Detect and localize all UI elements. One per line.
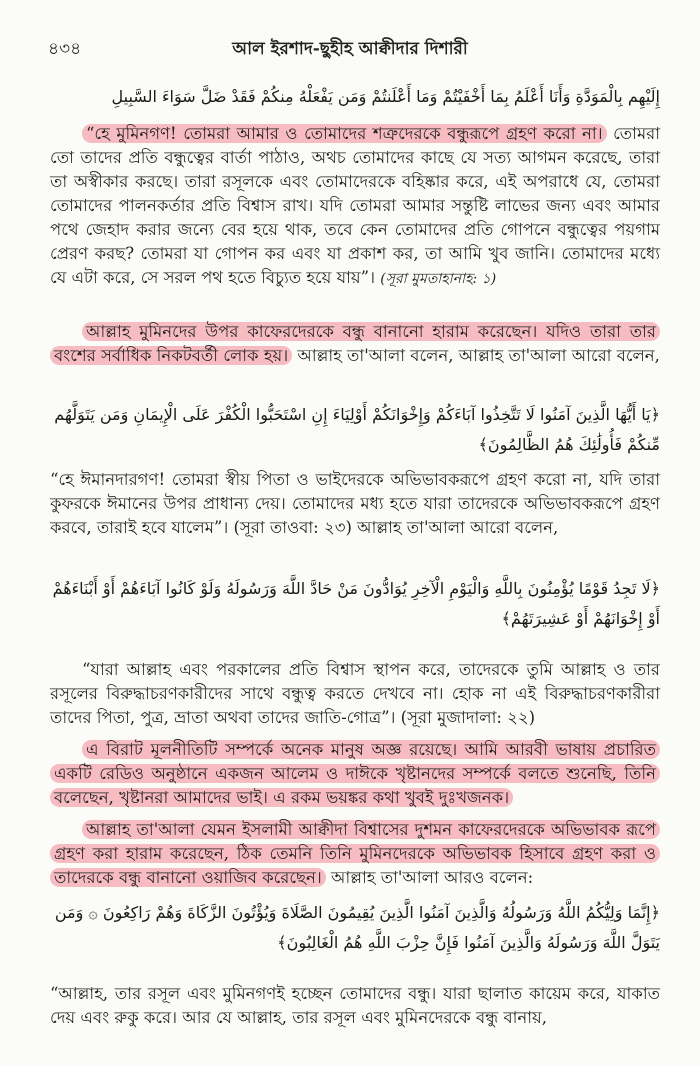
paragraph-text: আল্লাহ তা'আলা বলেন, আল্লাহ তা'আলা আরো বলেন,: [297, 346, 660, 365]
highlighted-sentence: আল্লাহ তা'আলা যেমন ইসলামী আক্বীদা বিশ্বাসের দুশমন কাফেরদেরকে অভিভাবক রূপে গ্রহণ করা হারাম করেছেন, ঠিক তেমনি তিনি মুমিনদেরকে অভিভাবক হিসাবে গ্রহণ করা ও তাদেরকে বন্ধু বানানো ওয়াজিব করেছেন।: [50, 820, 660, 887]
paragraph-text: “হে ঈমানদারগণ! তোমরা স্বীয় পিতা ও ভাইদেরকে অভিভাবকরূপে গ্রহণ করো না, যদি তারা কুফরকে ঈমানের উপর প্রাধান্য দেয়। তোমাদের মধ্য হতে যারা তাদেরকে অভিভাবকরূপে গ্রহণ করবে, তারাই হবে যালেম”। (সূরা তাওবা: ২৩) আল্লাহ তা'আলা আরো বলেন,: [50, 470, 660, 537]
arabic-verse-4: [50, 898, 660, 958]
paragraph-6: [50, 818, 660, 890]
surah-reference: (সূরা মুমতাহানাহ: ১): [380, 271, 497, 287]
paragraph-4: [50, 658, 660, 730]
highlighted-sentence: “হে মুমিনগণ! তোমরা আমার ও তোমাদের শত্রুদেরকে বন্ধুরূপে গ্রহণ করো না।: [82, 124, 607, 143]
arabic-verse-2: [50, 400, 660, 460]
paragraph-text: আল্লাহ তা'আলা আরও বলেন:: [331, 868, 534, 887]
highlighted-sentence: এ বিরাট মূলনীতিটি সম্পর্কে অনেক মানুষ অজ্ঞ রয়েছে। আমি আরবী ভাষায় প্রচারিত একটি রেডিও অনুষ্ঠানে একজন আলেম ও দাঈকে খৃষ্টানদের সম্পর্কে বলতে শুনেছি, তিনি বলেছেন, খৃষ্টানরা আমাদের ভাই। এ রকম ভয়ঙ্কর কথা খুবই দুঃখজনক।: [50, 740, 660, 807]
paragraph-5: [50, 738, 660, 810]
highlighted-sentence: আল্লাহ মুমিনদের উপর কাফেরদেরকে বন্ধু বানানো হারাম করেছেন। যদিও তারা তার বংশের সর্বাধিক নিকটবর্তী লোক হয়।: [50, 322, 660, 365]
arabic-text: ﴿لَا تَجِدُ قَوْمًا يُؤْمِنُونَ بِاللَّهِ وَالْيَوْمِ الْآخِرِ يُوَادُّونَ مَنْ حَادَّ اللَّهَ وَرَسُولَهُ وَلَوْ كَانُوا آبَاءَهُمْ أَوْ أَبْنَاءَهُمْ أَوْ إِخْوَانَهُمْ أَوْ عَشِيرَتَهُمْ﴾: [52, 579, 660, 628]
page-number: ৪৩৪: [48, 39, 82, 59]
paragraph-text: তোমরা তো তাদের প্রতি বন্ধুত্বের বার্তা পাঠাও, অথচ তোমাদের কাছে যে সত্য আগমন করেছে, তারা তা অস্বীকার করছে। তারা রসূলকে এবং তোমাদেরকে বহিষ্কার করে, এই অপরাধে যে, তোমরা তোমাদের পালনকর্তার প্রতি বিশ্বাস রাখ। যদি তোমরা আমার সন্তুষ্টি লাভের জন্য এবং আমার পথে জেহাদ করার জন্যে বের হয়ে থাক, তবে কেন তোমাদের প্রতি গোপনে বন্ধুত্বের পয়গাম প্রেরণ করছ? তোমরা যা গোপন কর এবং যা প্রকাশ কর, তা আমি খুব জানি। তোমাদের মধ্যে যে এটা করে, সে সরল পথ হতে বিচ্যুত হয়ে যায়”।: [50, 124, 660, 287]
paragraph-3: [50, 468, 660, 540]
arabic-text: ﴿إِنَّمَا وَلِيُّكُمُ اللَّهُ وَرَسُولُهُ وَالَّذِينَ آمَنُوا الَّذِينَ يُقِيمُونَ الصَّلَاةَ وَيُؤْتُونَ الزَّكَاةَ وَهُمْ رَاكِعُونَ ۞ وَمَن يَتَوَلَّ اللَّهَ وَرَسُولَهُ وَالَّذِينَ آمَنُوا فَإِنَّ حِزْبَ اللَّهِ هُمُ الْغَالِبُونَ﴾: [54, 903, 660, 952]
paragraph-2: [50, 320, 660, 368]
arabic-text: إِلَيْهِم بِالْمَوَدَّةِ وَأَنَا أَعْلَمُ بِمَا أَخْفَيْتُمْ وَمَا أَعْلَنتُمْ وَمَن يَفْعَلْهُ مِنكُمْ فَقَدْ ضَلَّ سَوَاءَ السَّبِيلِ: [111, 87, 660, 106]
arabic-text: ﴿يَا أَيُّهَا الَّذِينَ آمَنُوا لَا تَتَّخِذُوا آبَاءَكُمْ وَإِخْوَانَكُمْ أَوْلِيَاءَ إِنِ اسْتَحَبُّوا الْكُفْرَ عَلَى الْإِيمَانِ وَمَن يَتَوَلَّهُم مِّنكُمْ فَأُولَٰئِكَ هُمُ الظَّالِمُونَ﴾: [54, 405, 660, 454]
arabic-verse-1: [50, 82, 660, 112]
paragraph-text: “আল্লাহ, তার রসূল এবং মুমিনগণই হচ্ছেন তোমাদের বন্ধু। যারা ছালাত কায়েম করে, যাকাত দেয় এবং রুকু করে। আর যে আল্লাহ, তার রসূল এবং মুমিনদেরকে বন্ধু বানায়,: [50, 984, 660, 1027]
page-header: [40, 36, 660, 62]
paragraph-1: [50, 122, 660, 291]
running-title: আল ইরশাদ-ছুহীহ আক্বীদার দিশারী: [232, 39, 468, 59]
arabic-verse-3: [50, 574, 660, 634]
paragraph-7: [50, 982, 660, 1030]
paragraph-text: “যারা আল্লাহ এবং পরকালের প্রতি বিশ্বাস স্থাপন করে, তাদেরকে তুমি আল্লাহ ও তার রসূলের বিরুদ্ধাচরণকারীদের সাথে বন্ধুত্ব করতে দেখবে না। হোক না এই বিরুদ্ধাচরণকারীরা তাদের পিতা, পুত্র, ভ্রাতা অথবা তাদের জাতি-গোত্র”। (সূরা মুজাদালা: ২২): [50, 660, 660, 727]
